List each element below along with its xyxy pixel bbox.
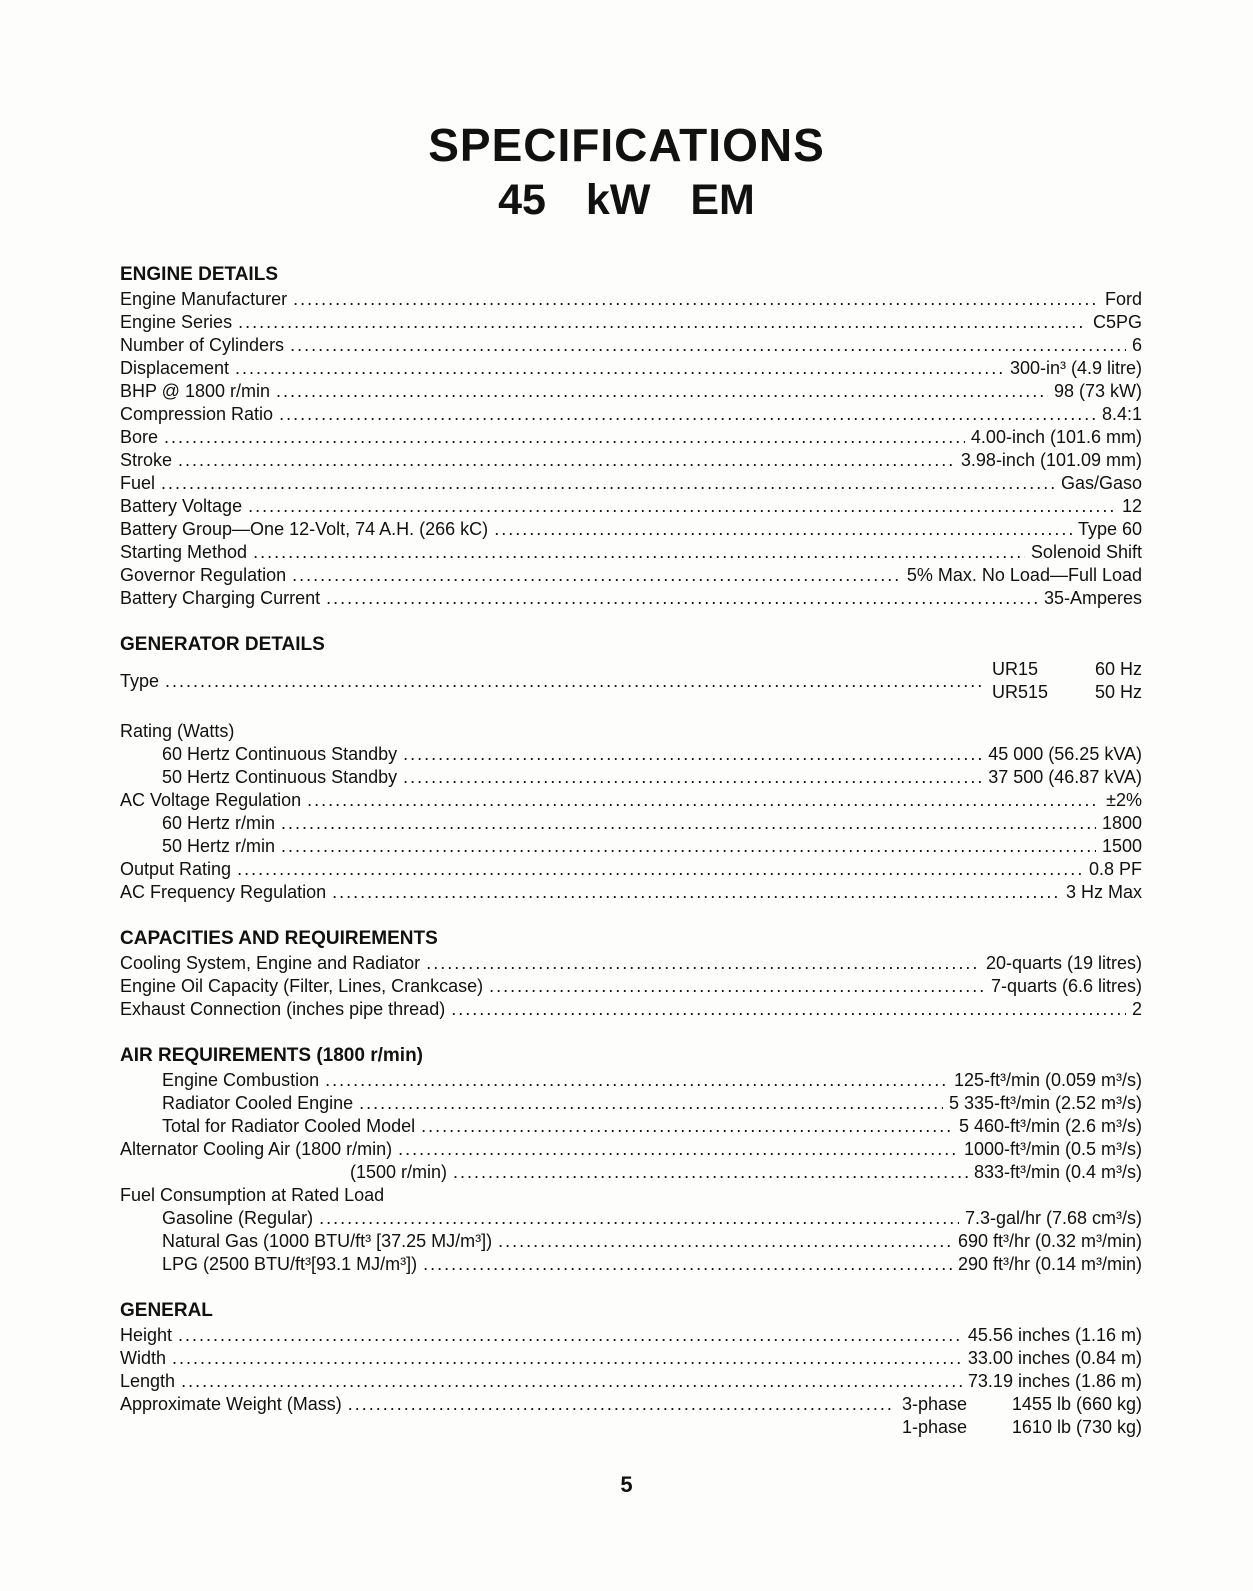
spec-row [120,1370,1142,1393]
spec-row [120,952,1142,975]
spec-row [120,357,1142,380]
spec-row [120,1161,1142,1184]
leader-dots [281,835,1096,858]
air-requirements-section [120,1045,1142,1276]
leader-dots [165,670,986,693]
spec-label: Cooling System, Engine and Radiator [120,953,421,973]
spec-value: 20-quarts (19 litres) [985,953,1142,973]
leader-dots [235,357,1004,380]
spec-label: Engine Manufacturer [120,289,288,309]
spec-value: 690 ft³/hr (0.32 m³/min) [957,1231,1142,1251]
leader-dots [178,449,955,472]
spec-row [120,587,1142,610]
capacity-rows [120,952,1142,1021]
spec-row [120,789,1142,812]
leader-dots [164,426,965,449]
spec-value: Ford [1104,289,1142,309]
leader-dots [181,1370,962,1393]
leader-dots [281,812,1096,835]
leader-dots [359,1092,943,1115]
spec-label: Battery Voltage [120,496,243,516]
spec-row [120,472,1142,495]
spec-row [120,812,1142,835]
spec-content [120,264,1142,1463]
spec-row [120,564,1142,587]
spec-row [120,334,1142,357]
spec-value: 4.00-inch (101.6 mm) [970,427,1142,447]
spec-value: 6 [1131,335,1142,355]
spec-value: 3 Hz Max [1065,882,1142,902]
generator-type-values [992,658,1142,704]
spec-value: 33.00 inches (0.84 m) [967,1348,1142,1368]
spec-label: Bore [120,427,159,447]
spec-row [120,1230,1142,1253]
page-header [0,118,1253,228]
spec-row [120,1115,1142,1138]
spec-label: Output Rating [120,859,232,879]
spec-value: 5 460-ft³/min (2.6 m³/s) [958,1116,1142,1136]
section-heading: CAPACITIES AND REQUIREMENTS [120,928,438,949]
page-number: 5 [620,1472,633,1497]
spec-label: Compression Ratio [120,404,274,424]
spec-value: 3.98-inch (101.09 mm) [960,450,1142,470]
spec-value: 1000-ft³/min (0.5 m³/s) [963,1139,1142,1159]
rating-label: Rating (Watts) [120,721,235,741]
spec-row [120,449,1142,472]
spec-value: 833-ft³/min (0.4 m³/s) [973,1162,1142,1182]
fuel-consumption-label: Fuel Consumption at Rated Load [120,1185,385,1205]
leader-dots [161,472,1055,495]
spec-label: Starting Method [120,542,248,562]
leader-dots [326,587,1038,610]
spec-value: Gas/Gaso [1060,473,1142,493]
spec-value: 45.56 inches (1.16 m) [967,1325,1142,1345]
spec-row [120,1347,1142,1370]
spec-row [120,1092,1142,1115]
leader-dots [453,1161,968,1184]
spec-row [120,541,1142,564]
spec-value: 7.3-gal/hr (7.68 cm³/s) [964,1208,1142,1228]
section-heading: AIR REQUIREMENTS (1800 r/min) [120,1045,423,1066]
spec-row [120,288,1142,311]
weight-line [902,1393,1142,1416]
leader-dots [421,1115,953,1138]
spec-value: 5 335-ft³/min (2.52 m³/s) [948,1093,1142,1113]
spec-label: Exhaust Connection (inches pipe thread) [120,999,446,1019]
leader-dots [403,743,982,766]
spec-row [120,998,1142,1021]
leader-dots [253,541,1025,564]
spec-label: 50 Hertz Continuous Standby [162,767,398,787]
spec-value: 8.4:1 [1101,404,1142,424]
spec-label: Gasoline (Regular) [162,1208,314,1228]
spec-row [120,881,1142,904]
leader-dots [494,518,1072,541]
leader-dots [292,564,901,587]
spec-label: Battery Charging Current [120,588,321,608]
spec-label: Number of Cylinders [120,335,285,355]
capacities-section [120,928,1142,1021]
spec-value: 37 500 (46.87 kVA) [988,767,1142,787]
spec-row [120,1207,1142,1230]
engine-details-section [120,264,1142,610]
spec-value: 290 ft³/hr (0.14 m³/min) [957,1254,1142,1274]
spec-value: Solenoid Shift [1030,542,1142,562]
type-line [992,658,1142,681]
weight-values [902,1393,1142,1439]
spec-label: Engine Series [120,312,233,332]
spec-label: Engine Combustion [162,1070,320,1090]
spec-label: Radiator Cooled Engine [162,1093,354,1113]
phase-label: 3-phase [902,1394,968,1414]
spec-value: 5% Max. No Load—Full Load [906,565,1142,585]
leader-dots [319,1207,959,1230]
spec-row [120,403,1142,426]
leader-dots [172,1347,962,1370]
spec-row [120,975,1142,998]
spec-value: 35-Amperes [1043,588,1142,608]
leader-dots [489,975,985,998]
spec-label: LPG (2500 BTU/ft³[93.1 MJ/m³]) [162,1254,418,1274]
spec-label: BHP @ 1800 r/min [120,381,271,401]
spec-value: 125-ft³/min (0.059 m³/s) [953,1070,1142,1090]
spec-label: Width [120,1348,167,1368]
leader-dots [398,1138,958,1161]
generator-type-row [120,658,1142,704]
leader-dots [423,1253,952,1276]
type-line [992,681,1142,704]
spec-label: Engine Oil Capacity (Filter, Lines, Crankcase) [120,976,484,996]
leader-dots [348,1393,896,1416]
spec-value: 1500 [1101,836,1142,856]
spec-label: Displacement [120,358,230,378]
spec-value: C5PG [1092,312,1142,332]
spec-value: 45 000 (56.25 kVA) [988,744,1142,764]
type-frequency: 50 Hz [1094,682,1142,702]
spec-label: AC Voltage Regulation [120,790,302,810]
spec-label: 50 Hertz r/min [162,836,276,856]
spec-label: Stroke [120,450,173,470]
general-rows [120,1324,1142,1393]
spec-row [120,311,1142,334]
spec-label: 60 Hertz Continuous Standby [162,744,398,764]
spec-label: Fuel [120,473,156,493]
weight-line [902,1416,1142,1439]
spec-value: 300-in³ (4.9 litre) [1009,358,1142,378]
type-frequency: 60 Hz [1094,659,1142,679]
engine-rows [120,288,1142,610]
spec-label: Battery Group—One 12-Volt, 74 A.H. (266 kC) [120,519,489,539]
leader-dots [237,858,1083,881]
spec-value: 7-quarts (6.6 litres) [990,976,1142,996]
spec-value: 1800 [1101,813,1142,833]
leader-dots [238,311,1087,334]
section-heading: GENERAL [120,1300,213,1321]
leader-dots [276,380,1048,403]
leader-dots [307,789,1100,812]
spec-label: (1500 r/min) [350,1162,448,1182]
spec-row [120,518,1142,541]
spec-value: 12 [1121,496,1142,516]
spec-label: Governor Regulation [120,565,287,585]
spec-label: AC Frequency Regulation [120,882,327,902]
spec-row [120,1253,1142,1276]
generator-rows [120,743,1142,904]
spec-row [120,495,1142,518]
type-model: UR515 [992,682,1049,702]
leader-dots [293,288,1099,311]
weight-value: 1610 lb (730 kg) [1011,1417,1142,1437]
spec-label: Alternator Cooling Air (1800 r/min) [120,1139,393,1159]
spec-row [120,380,1142,403]
leader-dots [403,766,982,789]
spec-row [120,1069,1142,1092]
section-heading: ENGINE DETAILS [120,264,278,285]
leader-dots [279,403,1096,426]
spec-value: ±2% [1106,790,1142,810]
spec-row [120,1138,1142,1161]
general-section [120,1300,1142,1439]
leader-dots [426,952,980,975]
spec-label: Total for Radiator Cooled Model [162,1116,416,1136]
page-subtitle: 45 kW EM [498,176,755,224]
page-title: SPECIFICATIONS [428,119,825,171]
section-heading: GENERATOR DETAILS [120,634,325,655]
weight-row [120,1393,1142,1439]
leader-dots [498,1230,952,1253]
spec-value: 98 (73 kW) [1053,381,1142,401]
leader-dots [332,881,1060,904]
leader-dots [290,334,1126,357]
spec-value: 2 [1131,999,1142,1019]
spec-row [120,835,1142,858]
spec-label: Natural Gas (1000 BTU/ft³ [37.25 MJ/m³]) [162,1231,493,1251]
air-rows [120,1069,1142,1184]
leader-dots [325,1069,948,1092]
weight-value: 1455 lb (660 kg) [1011,1394,1142,1414]
leader-dots [451,998,1126,1021]
spec-label: Length [120,1371,176,1391]
generator-details-section [120,634,1142,904]
spec-label: 60 Hertz r/min [162,813,276,833]
phase-label: 1-phase [902,1417,968,1437]
spec-value: 0.8 PF [1088,859,1142,879]
spec-value: Type 60 [1077,519,1142,539]
spec-value: 73.19 inches (1.86 m) [967,1371,1142,1391]
spec-label: Approximate Weight (Mass) [120,1394,342,1414]
spec-row [120,858,1142,881]
spec-label: Type [120,671,160,691]
spec-row [120,743,1142,766]
spec-label: Height [120,1325,173,1345]
spec-row [120,1324,1142,1347]
leader-dots [248,495,1116,518]
type-model: UR15 [992,659,1039,679]
spec-row [120,766,1142,789]
spec-row [120,426,1142,449]
leader-dots [178,1324,962,1347]
fuel-rows [120,1207,1142,1276]
